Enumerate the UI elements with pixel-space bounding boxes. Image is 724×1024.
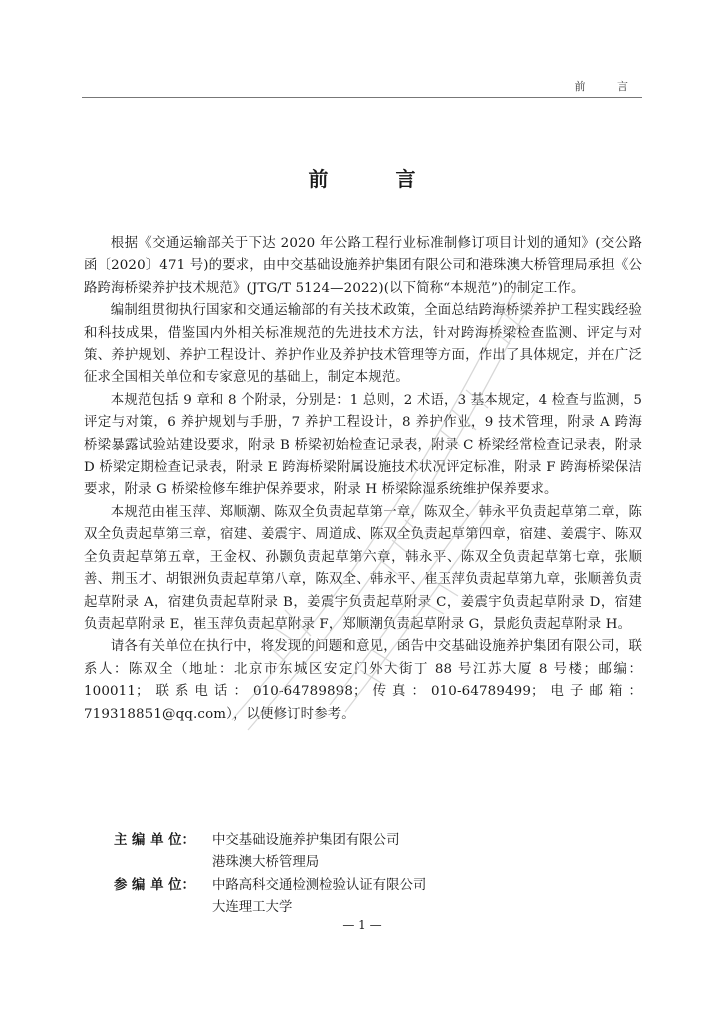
chief-editor-units [114,830,426,875]
paragraph-authors: 本规范由崔玉萍、郑顺潮、陈双全负责起草第一章，陈双全、韩永平负责起草第二章，陈双全负责起草第三章，宿建、姜震宇、周道成、陈双全负责起草第四章，宿建、姜震宇、陈双全负责起草第五章，王金权、孙颢负责起草第六章，韩永平、陈双全负责起草第七章，张顺善、荆玉才、胡银洲负责起草第八章，陈双全、韩永平、崔玉萍负责起草第九章，张顺善负责起草附录 A，宿建负责起草附录 B，姜震宇负责起草附录 C，姜震宇负责起草附录 D，宿建负责起草附录 E，崔玉萍负责起草附录 F，郑顺潮负责起草附录 G，景彪负责起草附录 H。 [84,504,642,632]
credits-block [114,830,426,920]
participating-units [114,875,426,920]
page-number: — 1 — [342,918,382,932]
running-head: 前 言 [574,80,642,93]
credit-unit: 中交基础设施养护集团有限公司 [212,833,400,848]
page-title: 前 言 [308,167,446,191]
paragraph-scope: 编制组贯彻执行国家和交通运输部的有关技术政策，全面总结跨海桥梁养护工程实践经验和科技成果，借鉴国内外相关标准规范的先进技术方法，针对跨海桥梁检查监测、评定与对策、养护规划、养护工程设计、养护作业及养护技术管理等方面，作出了具体规定，并在广泛征求全国相关单位和专家意见的基础上，制定本规范。 [84,303,642,386]
credit-label: 主 编 单 位： [114,833,195,848]
credit-unit: 港珠澳大桥管理局 [212,855,320,871]
body-text [84,233,642,726]
header-rule [82,97,642,98]
credit-unit: 大连理工大学 [212,900,293,916]
paragraph-mandate: 根据《交通运输部关于下达 2020 年公路工程行业标准制修订项目计划的通知》(交公路函〔2020〕471 号)的要求，由中交基础设施养护集团有限公司和港珠澳大桥管理局承担《公路跨海桥梁养护技术规范》(JTG/T 5124—2022)(以下简称“本规范”)的制定工作。 [84,236,642,296]
credit-label: 参 编 单 位： [114,877,195,893]
credit-unit: 中路高科交通检测检验认证有限公司 [212,877,427,893]
paragraph-contact: 请各有关单位在执行中，将发现的问题和意见，函告中交基础设施养护集团有限公司，联系人：陈双全（地址：北京市东城区安定门外大街丁 88 号江苏大厦 8 号楼；邮编：100011；联系电话：010-64789898；传真：010-64789499；电子邮箱：719318851@qq.com），以便修订时参考。 [84,639,642,722]
paragraph-contents: 本规范包括 9 章和 8 个附录，分别是：1 总则，2 术语，3 基本规定，4 检查与监测，5 评定与对策，6 养护规划与手册，7 养护工程设计，8 养护作业，9 技术管理，附录 A 跨海桥梁暴露试验站建设要求，附录 B 桥梁初始检查记录表，附录 C 桥梁经常检查记录表，附录 D 桥梁定期检查记录表，附录 E 跨海桥梁附属设施技术状况评定标准，附录 F 跨海桥梁保洁要求，附录 G 桥梁检修车维护保养要求，附录 H 桥梁除湿系统维护保养要求。 [84,392,642,498]
